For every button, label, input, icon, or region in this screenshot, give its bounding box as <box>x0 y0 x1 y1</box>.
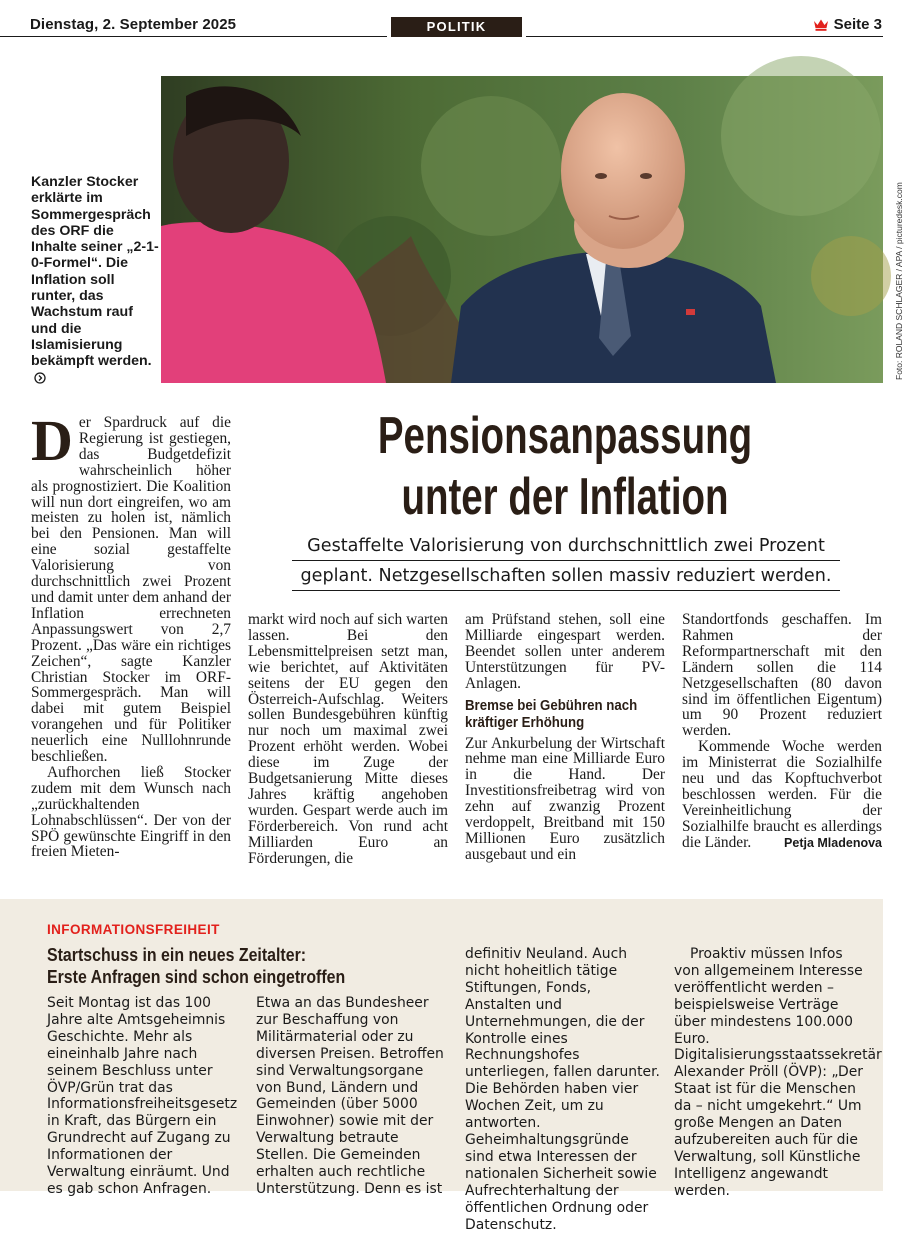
infobox-headline-line-2: Erste Anfragen sind schon eingetroffen <box>47 966 346 987</box>
header-rule-left <box>0 36 387 37</box>
infobox-column-3-text: definitiv Neuland. Auch nicht hoheitlich tätige Stiftungen, Fonds, Anstalten und Unternehmungen, die der Kontrolle eines Rechnungshofes unterliegen, fallen darunter. Die Behörden haben vier Wochen Zeit, um zu antworten. Geheimhaltungsgründe sind etwa Interessen der nationalen Sicherheit sowie Aufrechterhaltung der öffentlichen Ordnung oder Datenschutz. <box>465 946 660 1233</box>
article-photo <box>161 76 883 383</box>
circle-chevron-right-icon[interactable] <box>34 372 46 388</box>
crown-icon <box>813 18 829 35</box>
column-4-paragraph-1: Standortfonds geschaffen. Im Rahmen der Reformpartnerschaft mit den Ländern sollen die 114 Netzgesellschaften (80 davon sind im öffentlichen Eigentum) um 90 Prozent reduziert werden. <box>682 611 882 740</box>
photo-illustration <box>161 76 883 383</box>
article-subhead <box>292 531 840 591</box>
column-1-paragraph-1: er Spardruck auf die Regierung ist gestiegen, das Budgetdefizit wahrscheinlich höher als prognostiziert. Die Koalition will nun dort eingreifen, wo am meisten zu holen ist, nämlich bei den Pensionen. Man will eine sozial gestaffelte Valorisierung von durchschnittlich zwei Prozent und damit unter dem anhand der Inflation errechneten Anpassungswert von 2,7 Prozent. „Das wäre ein richtiges Zeichen“, sagte Kanzler Christian Stocker im ORF-Sommergespräch. Man will dabei mit gutem Beispiel vorangehen und für Politiker neuerlich eine Nulllohnrunde beschließen. <box>31 414 231 766</box>
photo-caption <box>31 174 161 388</box>
column-3-subheading: Bremse bei Gebühren nach kräftiger Erhöhung <box>465 697 638 731</box>
page-number <box>813 16 882 35</box>
column-4-paragraph-2: Kommende Woche werden im Ministerrat die Sozialhilfe neu und das Kopftuchverbot beschlossen werden. Für die Vereinheitlichung der Sozialhilfe braucht es allerdings die Länder. <box>682 738 882 851</box>
column-1-paragraph-2: Aufhorchen ließ Stocker zudem mit dem Wunsch nach „zurückhaltenden Lohnabschlüssen“. Der von der SPÖ gewünschte Eingriff in den freien Mieten- <box>31 763 231 861</box>
infobox-column-2-text: Etwa an das Bundesheer zur Beschaffung von Militärmaterial oder zu diversen Preisen. Betroffen sind Verwaltungsorgane von Bund, Ländern und Gemeinden (über 5000 Einwohner) sowie mit der Verwaltung betraute Stellen. Die Gemeinden erhalten auch rechtliche Unterstützung. Denn es ist <box>256 995 444 1197</box>
section-tag: POLITIK <box>391 17 522 37</box>
column-3-paragraph-1: am Prüfstand stehen, soll eine Milliarde eingespart werden. Beendet sollen unter anderem Unterstützungen für PV-Anlagen. <box>465 611 665 692</box>
infobox-column-3 <box>465 946 660 1233</box>
infobox-column-2 <box>256 995 451 1198</box>
article-author: Petja Mladenova <box>784 835 882 850</box>
article-column-4 <box>682 612 882 852</box>
infobox-headline-line-1: Startschuss in ein neues Zeitalter: <box>47 944 307 965</box>
page-number-label: Seite 3 <box>833 16 882 33</box>
subhead-line-2: geplant. Netzgesellschaften sollen massiv reduziert werden. <box>300 566 832 586</box>
article-column-1 <box>31 408 231 861</box>
issue-date: Dienstag, 2. September 2025 <box>30 16 237 33</box>
infobox-kicker: INFORMATIONSFREIHEIT <box>47 922 220 937</box>
infobox-column-4-text: Proaktiv müssen Infos von allgemeinem Interesse veröffentlicht werden – beispielsweise Verträge über mindestens 100.000 Euro. Digitalisierungsstaatssekretär Alexander Pröll (ÖVP): „Der Staat ist für die Menschen da – nicht umgekehrt.“ Um große Mengen an Daten aufzubereiten auch für die Verwaltung, soll Künstliche Intelligenz angewandt werden. <box>674 946 882 1199</box>
drop-cap: D <box>31 408 73 473</box>
column-3-paragraph-2: Zur Ankurbelung der Wirtschaft nehme man eine Milliarde Euro in die Hand. Der Investitionsfreibetrag wird von zehn auf zwanzig Prozent verdoppelt, Breitband mit 150 Millionen Euro zusätzlich ausgebaut und ein <box>465 734 665 863</box>
article-headline <box>369 406 761 528</box>
infobox-column-4 <box>674 946 882 1200</box>
infobox-column-1-text: Seit Montag ist das 100 Jahre alte Amtsgeheimnis Geschichte. Mehr als eineinhalb Jahre nach seinem Beschluss unter ÖVP/Grün trat das Informationsfreiheitsgesetz in Kraft, das Bürgern ein Grundrecht auf Zugang zu Informationen der Verwaltung einräumt. Und es gab schon Anfragen. <box>47 995 238 1197</box>
headline-line-2: unter der Inflation <box>401 468 729 526</box>
photo-credit-text: Foto: ROLAND SCHLAGER / APA / picturedesk.com <box>894 182 904 380</box>
infobox-column-1 <box>47 995 242 1198</box>
header-rule-right <box>526 36 883 37</box>
column-2-paragraph-1: markt wird noch auf sich warten lassen. Bei den Lebensmittelpreisen setzt man, wie berichtet, auf Aktivitäten seitens der EU gegen den Österreich-Aufschlag. Weiters sollen Bundesgebühren künftig nur noch um maximal zwei Prozent erhöht werden. Wobei diese im Zuge der Budgetsanierung Mitte dieses Jahres kräftig angehoben wurden. Gespart werde auch im Förderbereich. Von rund acht Milliarden Euro an Förderungen, die <box>248 611 448 867</box>
article-column-3 <box>465 612 665 863</box>
headline-line-1: Pensionsanpassung <box>377 407 753 465</box>
photo-caption-text: Kanzler Stocker erklärte im Sommergespräch des ORF die Inhalte seiner „2-1-0-Formel“. Die Inflation soll runter, das Wachstum rauf und die Islamisierung bekämpft werden. <box>31 174 159 370</box>
photo-credit <box>884 180 904 380</box>
subhead-line-1: Gestaffelte Valorisierung von durchschnittlich zwei Prozent <box>307 536 825 556</box>
infobox-headline <box>47 944 374 988</box>
article-column-2 <box>248 612 448 867</box>
